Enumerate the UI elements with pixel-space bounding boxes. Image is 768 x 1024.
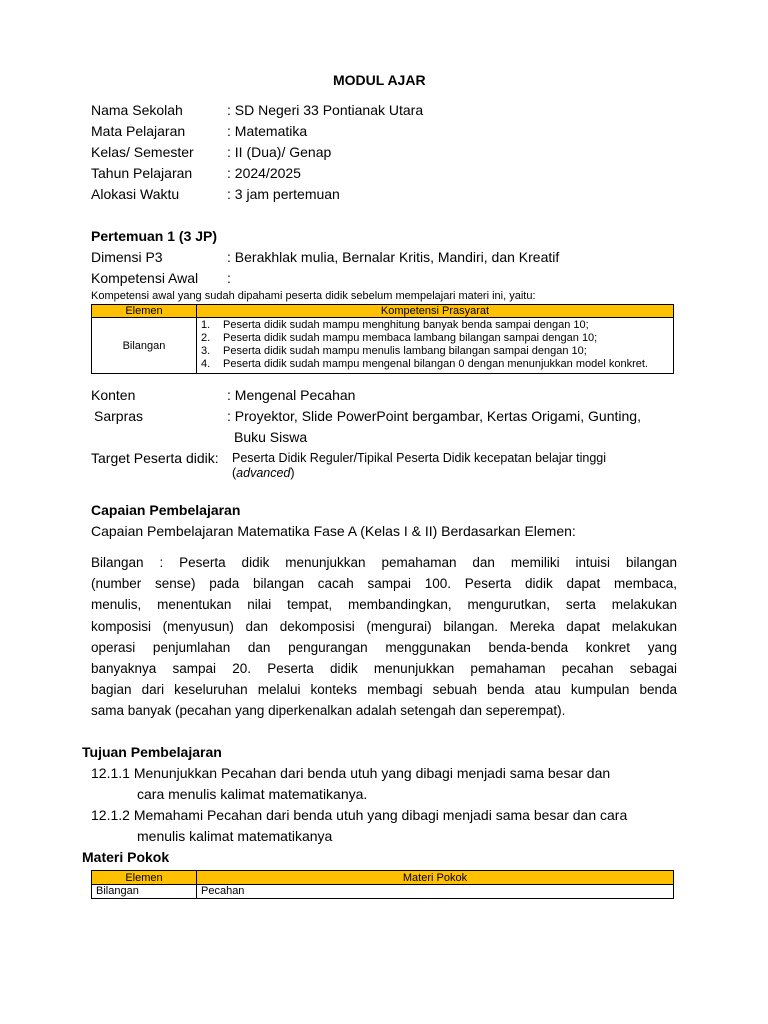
tujuan-item-cont: menulis kalimat matematikanya (137, 828, 333, 844)
paren-open: ( (232, 466, 237, 480)
sarpras-value-cont: Buku Siswa (234, 429, 308, 445)
document-title: MODUL AJAR (333, 72, 426, 88)
list-number: 2. (201, 332, 211, 344)
tujuan-item: 12.1.2 Memahami Pecahan dari benda utuh yang dibagi menjadi sama besar dan cara (91, 807, 628, 823)
table-header-cell: Elemen (92, 305, 197, 318)
list-text: Peserta didik sudah mampu mengenal bilangan 0 dengan menunjukkan model konkret. (223, 358, 648, 370)
list-number: 3. (201, 345, 211, 357)
kompetensi-label: Kompetensi Awal (91, 270, 199, 286)
konten-value: : Mengenal Pecahan (227, 387, 356, 403)
identity-label: Mata Pelajaran (91, 123, 186, 139)
list-text: Peserta didik sudah mampu menulis lambang bilangan sampai dengan 10; (223, 345, 587, 357)
identity-label: Alokasi Waktu (91, 186, 180, 202)
identity-value: : 3 jam pertemuan (227, 186, 340, 202)
list-number: 4. (201, 358, 211, 370)
tujuan-item: 12.1.1 Menunjukkan Pecahan dari benda utuh yang dibagi menjadi sama besar dan (91, 765, 611, 781)
table-header-cell: Elemen (92, 871, 197, 885)
tujuan-heading: Tujuan Pembelajaran (82, 744, 222, 760)
identity-label: Nama Sekolah (91, 102, 183, 118)
list-item (197, 345, 673, 358)
advanced-text: advanced (236, 466, 291, 480)
tujuan-item-cont: cara menulis kalimat matematikanya. (137, 786, 368, 802)
paragraph-line: (number sense) pada bilangan cacah sampai 100. Peserta didik dapat membaca, (91, 576, 677, 592)
meeting-heading: Pertemuan 1 (3 JP) (91, 228, 218, 244)
kompetensi-value: : (227, 270, 231, 286)
paragraph-line: operasi penjumlahan dan pengurangan menggunakan benda-benda konkret yang (91, 639, 677, 655)
prereq-table (91, 304, 674, 374)
list-text: Peserta didik sudah mampu membaca lambang bilangan sampai dengan 10; (223, 332, 598, 344)
list-item (197, 319, 673, 332)
paragraph-line: Bilangan : Peserta didik menunjukkan pemahaman dan memiliki intuisi bilangan (91, 555, 677, 570)
identity-label: Tahun Pelajaran (91, 165, 193, 181)
dimensi-label: Dimensi P3 (91, 249, 163, 265)
target-value: Peserta Didik Reguler/Tipikal Peserta Didik kecepatan belajar tinggi (232, 451, 607, 465)
capaian-heading: Capaian Pembelajaran (91, 502, 241, 518)
list-number: 1. (201, 319, 211, 331)
table-cell: Pecahan (197, 885, 674, 899)
paragraph-line: menulis, menentukan nilai tempat, membandingkan, mengurutkan, serta melakukan (91, 597, 677, 613)
materi-table (91, 870, 674, 899)
table-header-cell: Kompetensi Prasyarat (197, 305, 674, 318)
identity-value: : 2024/2025 (227, 165, 301, 181)
table-row (92, 318, 674, 374)
identity-value: : SD Negeri 33 Pontianak Utara (227, 102, 424, 118)
sarpras-label: Sarpras (94, 408, 144, 424)
sarpras-value: : Proyektor, Slide PowerPoint bergambar, Kertas Origami, Gunting, (227, 408, 641, 424)
target-value-cont (232, 466, 295, 481)
list-item (197, 332, 673, 345)
identity-value: : II (Dua)/ Genap (227, 144, 332, 160)
paren-close: ) (290, 466, 295, 480)
capaian-intro: Capaian Pembelajaran Matematika Fase A (Kelas I & II) Berdasarkan Elemen: (91, 523, 576, 539)
paragraph-line: banyaknya sampai 20. Peserta didik menunjukkan pemahaman pecahan sebagai (91, 661, 677, 677)
table-header-row (92, 871, 674, 885)
identity-label: Kelas/ Semester (91, 144, 194, 160)
identity-value: : Matematika (227, 123, 308, 139)
table-cell-element: Bilangan (92, 318, 197, 374)
table-cell: Bilangan (92, 885, 197, 899)
table-header-row (92, 305, 674, 318)
capaian-paragraph (91, 552, 677, 722)
table-row (92, 885, 674, 899)
table-header-cell: Materi Pokok (197, 871, 674, 885)
kompetensi-note: Kompetensi awal yang sudah dipahami peserta didik sebelum mempelajari materi ini, yaitu: (91, 290, 536, 302)
target-label: Target Peserta didik: (91, 450, 219, 466)
paragraph-line: bagian dari keseluruhan melalui konteks membagi sebuah benda atau kumpulan benda (91, 682, 677, 698)
table-cell-list (197, 318, 674, 374)
list-item (197, 358, 673, 371)
paragraph-line: komposisi (menyusun) dan dekomposisi (mengurai) bilangan. Mereka dapat melakukan (91, 618, 677, 634)
list-text: Peserta didik sudah mampu menghitung banyak benda sampai dengan 10; (223, 319, 589, 331)
konten-label: Konten (91, 387, 136, 403)
materi-heading: Materi Pokok (82, 849, 170, 865)
dimensi-value: : Berakhlak mulia, Bernalar Kritis, Mandiri, dan Kreatif (227, 249, 560, 265)
paragraph-line: sama banyak (pecahan yang diperkenalkan adalah setengah dan seperempat). (91, 703, 566, 719)
